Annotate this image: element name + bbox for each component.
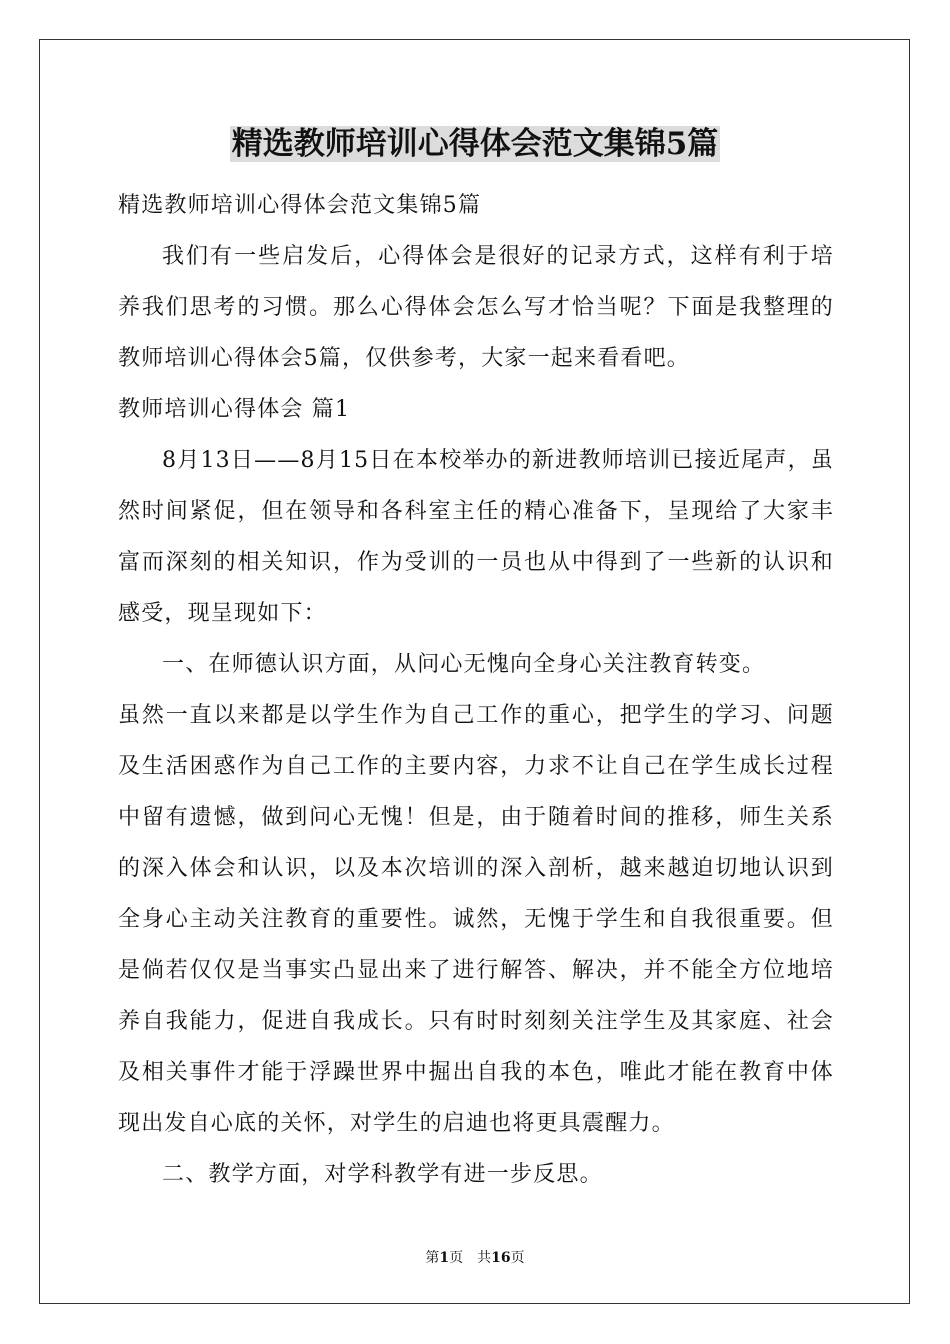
document-body [118,180,834,1200]
document-title [0,122,950,166]
page-footer [0,1248,950,1268]
footer-page-mid: 页 共 [449,1250,492,1266]
body-paragraph: 精选教师培训心得体会范文集锦5篇 [118,193,482,218]
document-title-text: 精选教师培训心得体会范文集锦5篇 [231,126,719,162]
footer-page-suffix: 页 [510,1250,525,1266]
body-paragraph: 虽然一直以来都是以学生作为自己工作的重心，把学生的学习、问题及生活困惑作为自己工作的主要内容，力求不让自己在学生成长过程中留有遗憾，做到问心无愧！但是，由于随着时间的推移，师生关系的深入体会和认识，以及本次培训的深入剖析，越来越迫切地认识到全身心主动关注教育的重要性。诚然，无愧于学生和自我很重要。但是倘若仅仅是当事实凸显出来了进行解答、解决，并不能全方位地培养自我能力，促进自我成长。只有时时刻刻关注学生及其家庭、社会及相关事件才能于浮躁世界中掘出自我的本色，唯此才能在教育中体现出发自心底的关怀，对学生的启迪也将更具震醒力。 [118,703,834,1136]
body-paragraph: 二、教学方面，对学科教学有进一步反思。 [162,1162,603,1187]
footer-current-page: 1 [439,1250,450,1266]
body-paragraph: 教师培训心得体会 篇1 [118,397,351,422]
body-paragraph: 8月13日——8月15日在本校举办的新进教师培训已接近尾声，虽然时间紧促，但在领导和各科室主任的精心准备下，呈现给了大家丰富而深刻的相关知识，作为受训的一员也从中得到了一些新的认识和感受，现呈现如下： [118,448,834,626]
footer-page-prefix: 第 [425,1250,440,1266]
footer-total-pages: 16 [491,1250,511,1266]
body-paragraph: 我们有一些启发后，心得体会是很好的记录方式，这样有利于培养我们思考的习惯。那么心得体会怎么写才恰当呢？下面是我整理的教师培训心得体会5篇，仅供参考，大家一起来看看吧。 [118,244,834,371]
body-paragraph: 一、在师德认识方面，从问心无愧向全身心关注教育转变。 [162,652,766,677]
